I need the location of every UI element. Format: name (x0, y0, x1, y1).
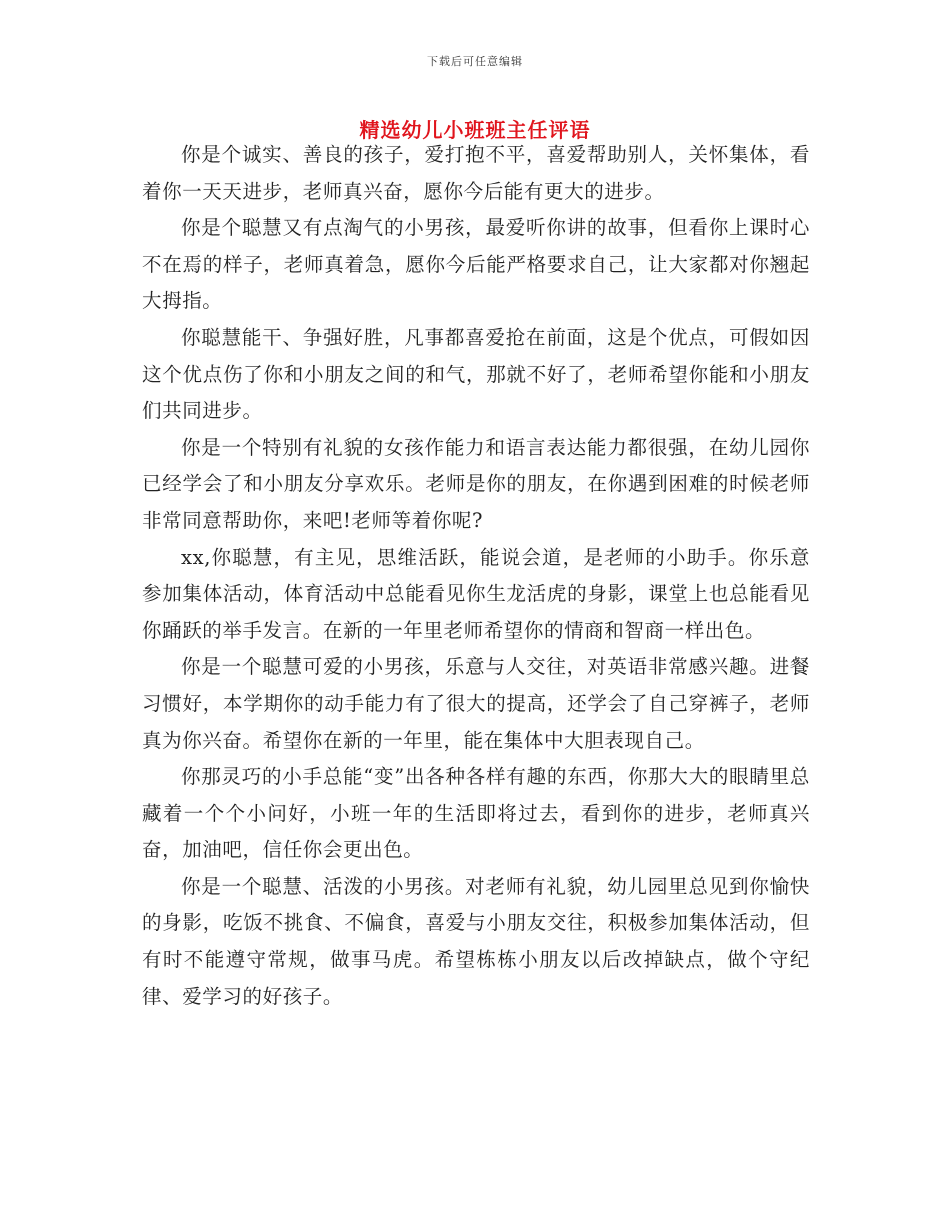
comment-paragraph-2: 你是个聪慧又有点淘气的小男孩，最爱听你讲的故事，但看你上课时心不在焉的样子，老师真着急，愿你今后能严格要求自己，让大家都对你翘起大拇指。 (142, 216, 810, 313)
comment-paragraph-8: 你是一个聪慧、活泼的小男孩。对老师有礼貌，幼儿园里总见到你愉快的身影，吃饭不挑食、不偏食，喜爱与小朋友交往，积极参加集体活动，但有时不能遵守常规，做事马虎。希望栋栋小朋友以后改掉缺点，做个守纪律、爱学习的好孩子。 (142, 874, 810, 1008)
comment-paragraph-5: xx,你聪慧，有主见，思维活跃，能说会道，是老师的小助手。你乐意参加集体活动，体育活动中总能看见你生龙活虎的身影，课堂上也总能看见你踊跃的举手发言。在新的一年里老师希望你的情商和智商一样出色。 (142, 545, 810, 642)
comment-paragraph-1: 你是个诚实、善良的孩子，爱打抱不平，喜爱帮助别人，关怀集体，看着你一天天进步，老师真兴奋，愿你今后能有更大的进步。 (142, 143, 810, 203)
document-body (142, 137, 810, 1015)
comment-paragraph-7: 你那灵巧的小手总能“变”出各种各样有趣的东西，你那大大的眼睛里总藏着一个个小问好，小班一年的生活即将过去，看到你的进步，老师真兴奋，加油吧，信任你会更出色。 (142, 765, 810, 862)
header-note: 下载后可任意编辑 (427, 55, 523, 68)
comment-paragraph-4: 你是一个特别有礼貌的女孩作能力和语言表达能力都很强，在幼儿园你已经学会了和小朋友分享欢乐。老师是你的朋友，在你遇到困难的时候老师非常同意帮助你，来吧!老师等着你呢? (142, 435, 810, 532)
comment-paragraph-6: 你是一个聪慧可爱的小男孩，乐意与人交往，对英语非常感兴趣。进餐习惯好，本学期你的动手能力有了很大的提高，还学会了自己穿裤子，老师真为你兴奋。希望你在新的一年里，能在集体中大胆表现自己。 (142, 655, 810, 752)
document-title: 精选幼儿小班班主任评语 (359, 118, 591, 142)
comment-paragraph-3: 你聪慧能干、争强好胜，凡事都喜爱抢在前面，这是个优点，可假如因这个优点伤了你和小朋友之间的和气，那就不好了，老师希望你能和小朋友们共同进步。 (142, 325, 810, 423)
